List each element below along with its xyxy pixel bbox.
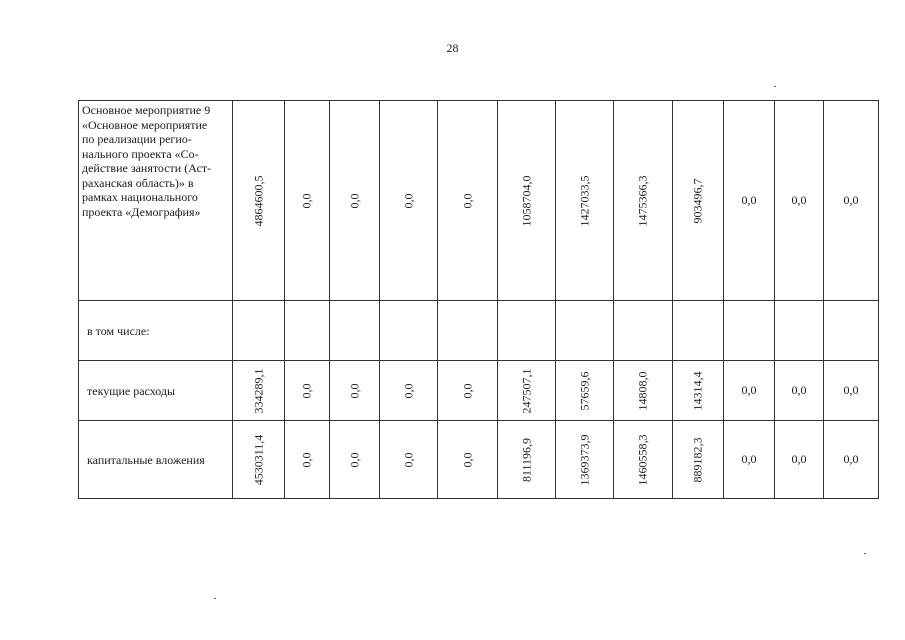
value-cell: 0,0 <box>824 361 879 421</box>
value-cell <box>614 421 673 499</box>
value-text: 0,0 <box>299 383 314 398</box>
table-row <box>79 421 879 499</box>
value-text: 247507,1 <box>519 368 533 413</box>
value-cell: 0,0 <box>824 421 879 499</box>
label-line: рамках национального <box>82 190 198 204</box>
value-cell <box>285 101 330 301</box>
scan-speck <box>864 553 866 554</box>
value-text: 811196,9 <box>519 437 533 482</box>
empty-cell <box>673 301 724 361</box>
value-cell <box>614 361 673 421</box>
value-cell <box>498 101 556 301</box>
table-row <box>79 101 879 301</box>
table-row <box>79 361 879 421</box>
value-text: 1427033,5 <box>577 175 591 226</box>
value-cell <box>285 421 330 499</box>
value-cell: 0,0 <box>775 421 824 499</box>
empty-cell <box>614 301 673 361</box>
value-cell <box>330 101 380 301</box>
label-line: нального проекта «Со- <box>82 146 199 161</box>
label-line: «Основное мероприятие <box>82 117 208 132</box>
value-cell <box>380 421 438 499</box>
value-text: 334289,1 <box>251 368 265 413</box>
value-cell <box>438 101 498 301</box>
value-cell <box>614 101 673 301</box>
value-cell <box>498 361 556 421</box>
value-cell: 0,0 <box>775 361 824 421</box>
value-text: 4864600,5 <box>251 175 265 226</box>
value-cell <box>438 421 498 499</box>
empty-cell <box>775 301 824 361</box>
value-text: 889182,3 <box>690 437 705 482</box>
empty-cell <box>233 301 285 361</box>
label-line: в том числе: <box>87 324 150 339</box>
empty-cell <box>824 301 879 361</box>
scan-speck <box>214 598 216 599</box>
value-cell: 0,0 <box>724 421 775 499</box>
row-label-cell <box>79 101 233 301</box>
row-label-cell <box>79 361 233 421</box>
label-line: действие занятости (Аст- <box>82 161 212 175</box>
value-cell <box>673 361 724 421</box>
value-text: 1369373,9 <box>577 434 591 485</box>
value-cell <box>673 421 724 499</box>
value-text: 1475366,3 <box>635 175 650 226</box>
empty-cell <box>724 301 775 361</box>
label-line: проекта «Демография» <box>82 204 201 219</box>
row-label-cell <box>79 421 233 499</box>
value-cell: 0,0 <box>775 101 824 301</box>
value-text: 0,0 <box>299 452 314 467</box>
value-text: 1058704,0 <box>519 175 533 226</box>
value-text: 0,0 <box>460 452 474 467</box>
value-cell <box>330 361 380 421</box>
value-cell <box>556 101 614 301</box>
value-cell <box>330 421 380 499</box>
value-cell <box>233 361 285 421</box>
row-label-cell <box>79 301 233 361</box>
value-text: 4530311,4 <box>251 434 265 485</box>
value-text: 0,0 <box>460 193 474 208</box>
empty-cell <box>556 301 614 361</box>
value-cell <box>498 421 556 499</box>
value-cell <box>556 421 614 499</box>
value-cell <box>233 101 285 301</box>
value-text: 0,0 <box>347 452 361 467</box>
value-cell <box>673 101 724 301</box>
value-cell <box>380 361 438 421</box>
value-text: 0,0 <box>401 452 415 467</box>
table-row <box>79 301 879 361</box>
empty-cell <box>285 301 330 361</box>
value-cell: 0,0 <box>724 101 775 301</box>
empty-cell <box>438 301 498 361</box>
empty-cell <box>330 301 380 361</box>
empty-cell <box>498 301 556 361</box>
label-line: капитальные вложения <box>87 453 205 468</box>
value-text: 0,0 <box>401 383 415 398</box>
value-cell: 0,0 <box>824 101 879 301</box>
value-cell <box>556 361 614 421</box>
value-text: 14314,4 <box>690 371 705 410</box>
scan-speck <box>774 86 776 87</box>
label-line: раханская область)» в <box>82 175 194 190</box>
value-text: 57659,6 <box>577 371 591 410</box>
value-text: 14808,0 <box>635 371 650 410</box>
value-text: 0,0 <box>401 193 415 208</box>
value-cell <box>438 361 498 421</box>
value-cell <box>380 101 438 301</box>
value-text: 0,0 <box>460 383 474 398</box>
label-line: текущие расходы <box>87 384 176 399</box>
budget-table <box>78 100 879 499</box>
value-cell: 0,0 <box>724 361 775 421</box>
label-line: Основное мероприятие 9 <box>82 103 211 117</box>
label-line: по реализации регио- <box>82 132 192 146</box>
value-text: 903496,7 <box>690 178 705 223</box>
value-cell <box>233 421 285 499</box>
value-text: 0,0 <box>299 193 314 208</box>
empty-cell <box>380 301 438 361</box>
value-text: 1460558,3 <box>635 434 650 485</box>
page-number: 28 <box>446 41 459 55</box>
value-text: 0,0 <box>347 193 361 208</box>
value-cell <box>285 361 330 421</box>
value-text: 0,0 <box>347 383 361 398</box>
